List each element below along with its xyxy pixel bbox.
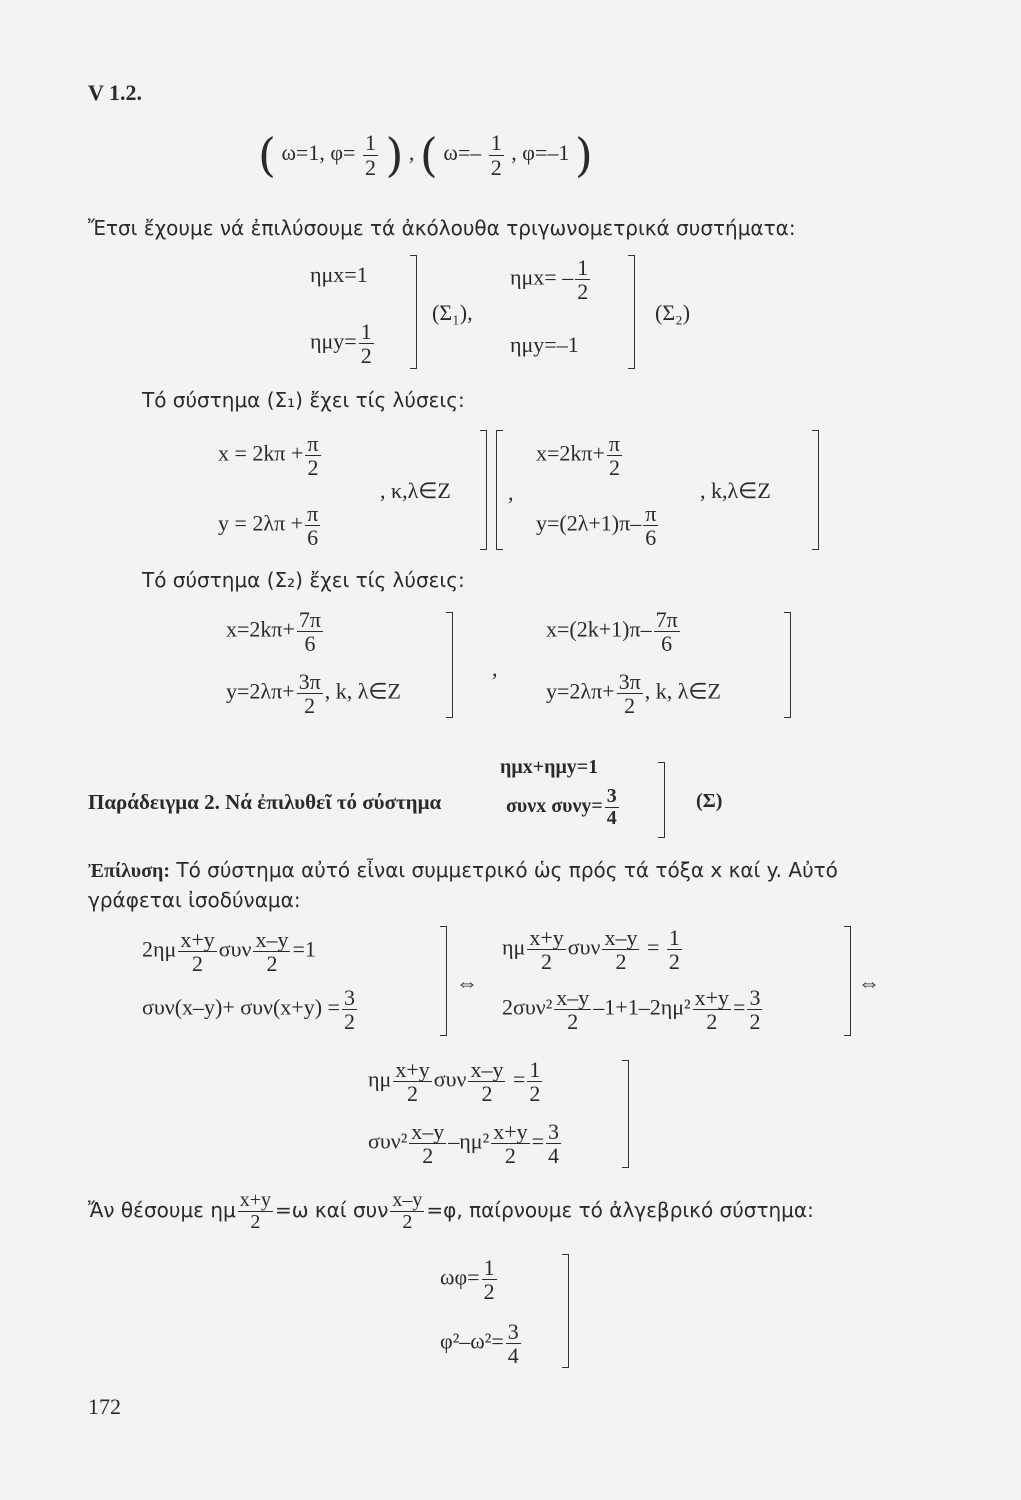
brace — [496, 430, 503, 550]
intro-text: Ἔτσι ἔχουμε νά ἐπιλύσουμε τά ἀκόλουθα τριγωνομετρικά συστήματα: — [88, 216, 796, 240]
sys1-label: (Σ₁), — [432, 300, 473, 325]
section-number: V 1.2. — [88, 80, 142, 105]
sol2-a-line1: x=2kπ+ $\frac{7\pi}{6}$ — [226, 607, 322, 657]
sol1-b-line2: y=(2λ+1)π– $\frac{\pi}{6}$ — [536, 501, 657, 551]
example-title: Παράδειγμα 2. Νά ἐπιλυθεῖ τό σύστημα — [88, 790, 442, 814]
eqB-line2: 2συν² $\frac{x-y}{2}$ –1+1–2ημ² $\frac{x+y}{2}$ = $\frac{3}{2}$ — [502, 985, 761, 1035]
brace — [446, 612, 453, 718]
page-number: 172 — [88, 1394, 121, 1419]
brace — [628, 255, 635, 369]
iff-icon: ⇔ — [858, 970, 880, 995]
sys2-line2: ημy=–1 — [510, 332, 579, 357]
brace — [784, 612, 791, 718]
brace — [844, 926, 851, 1036]
brace — [622, 1060, 629, 1168]
separator: , — [408, 140, 415, 166]
alg-line2: φ²–ω²= $\frac{3}{4}$ — [440, 1319, 519, 1369]
sol1-b-line1: x=2kπ+ $\frac{\pi}{2}$ — [536, 431, 621, 481]
pair2-text: ω=– — [443, 140, 482, 166]
example-eq2: συνx συνy= $\frac{3}{4}$ — [506, 785, 617, 829]
brace — [562, 1254, 569, 1368]
sys2-label: (Σ₂) — [655, 300, 691, 325]
pair2-rest: , φ=–1 — [511, 140, 570, 166]
sol2-text: Τό σύστημα (Σ₂) ἔχει τίς λύσεις: — [142, 568, 465, 592]
fraction: $\frac{1}{2}$ — [364, 130, 376, 180]
sol1-b-cond: , k,λ∈Z — [700, 478, 771, 503]
solution-pairs — [258, 128, 593, 182]
fraction: $\frac{1}{2}$ — [490, 130, 502, 180]
sol1-a-line1: x = 2kπ + $\frac{\pi}{2}$ — [218, 431, 319, 481]
eqA-line2: συν(x–y)+ συν(x+y) = $\frac{3}{2}$ — [142, 985, 355, 1035]
alg-line1: ωφ= $\frac{1}{2}$ — [440, 1255, 495, 1305]
brace — [658, 762, 665, 838]
solution-text-line2: γράφεται ἰσοδύναμα: — [88, 888, 301, 912]
sol2-comma: , — [492, 656, 498, 681]
brace — [410, 255, 417, 369]
eqC-line1: ημ $\frac{x+y}{2}$ συν $\frac{x-y}{2}$ = $\frac{1}{2}$ — [368, 1057, 541, 1107]
eqB-line1: ημ $\frac{x+y}{2}$ συν $\frac{x-y}{2}$ = $\frac{1}{2}$ — [502, 925, 680, 975]
sol1-a-line2: y = 2λπ + $\frac{\pi}{6}$ — [218, 501, 319, 551]
sol2-b-line2: y=2λπ+ $\frac{3\pi}{2}$ , k, λ∈Z — [546, 669, 721, 719]
eqA-line1: 2ημ $\frac{x+y}{2}$ συν $\frac{x-y}{2}$ =1 — [142, 927, 316, 977]
brace — [480, 430, 487, 550]
sol2-a-line2: y=2λπ+ $\frac{3\pi}{2}$ , k, λ∈Z — [226, 669, 401, 719]
substitution-text: Ἄν θέσουμε ημ $\frac{x+y}{2}$ =ω καί συν $\frac{x-y}{2}$ =φ, παίρνουμε τό ἀλγεβρικό σύστημα: — [88, 1189, 814, 1233]
sys1-line2: ημy= $\frac{1}{2}$ — [310, 319, 372, 369]
paren: ( — [258, 128, 276, 182]
solution-text-line1: Ἐπίλυση: Τό σύστημα αὐτό εἶναι συμμετρικό ὡς πρός τά τόξα x καί y. Αὐτό — [88, 858, 838, 882]
example-eq1: ημx+ημy=1 — [500, 756, 599, 778]
sol2-b-line1: x=(2k+1)π– $\frac{7\pi}{6}$ — [546, 607, 678, 657]
example-label: (Σ) — [696, 790, 723, 812]
eqC-line2: συν² $\frac{x-y}{2}$ –ημ² $\frac{x+y}{2}$ = $\frac{3}{4}$ — [368, 1119, 560, 1169]
paren: ) — [574, 128, 593, 182]
sol1-text: Τό σύστημα (Σ₁) ἔχει τίς λύσεις: — [142, 388, 465, 412]
paren: ) — [385, 128, 404, 182]
sol1-a-cond: , κ,λ∈Z — [380, 478, 451, 503]
brace — [440, 926, 447, 1036]
sys2-line1: ημx= – $\frac{1}{2}$ — [510, 255, 589, 305]
sol1-comma: , — [508, 480, 514, 505]
paren: ( — [419, 128, 438, 182]
pair1-text: ω=1, φ= — [281, 140, 356, 166]
sys1-line1: ημx=1 — [310, 262, 368, 287]
brace — [812, 430, 819, 550]
iff-icon: ⇔ — [456, 970, 478, 995]
